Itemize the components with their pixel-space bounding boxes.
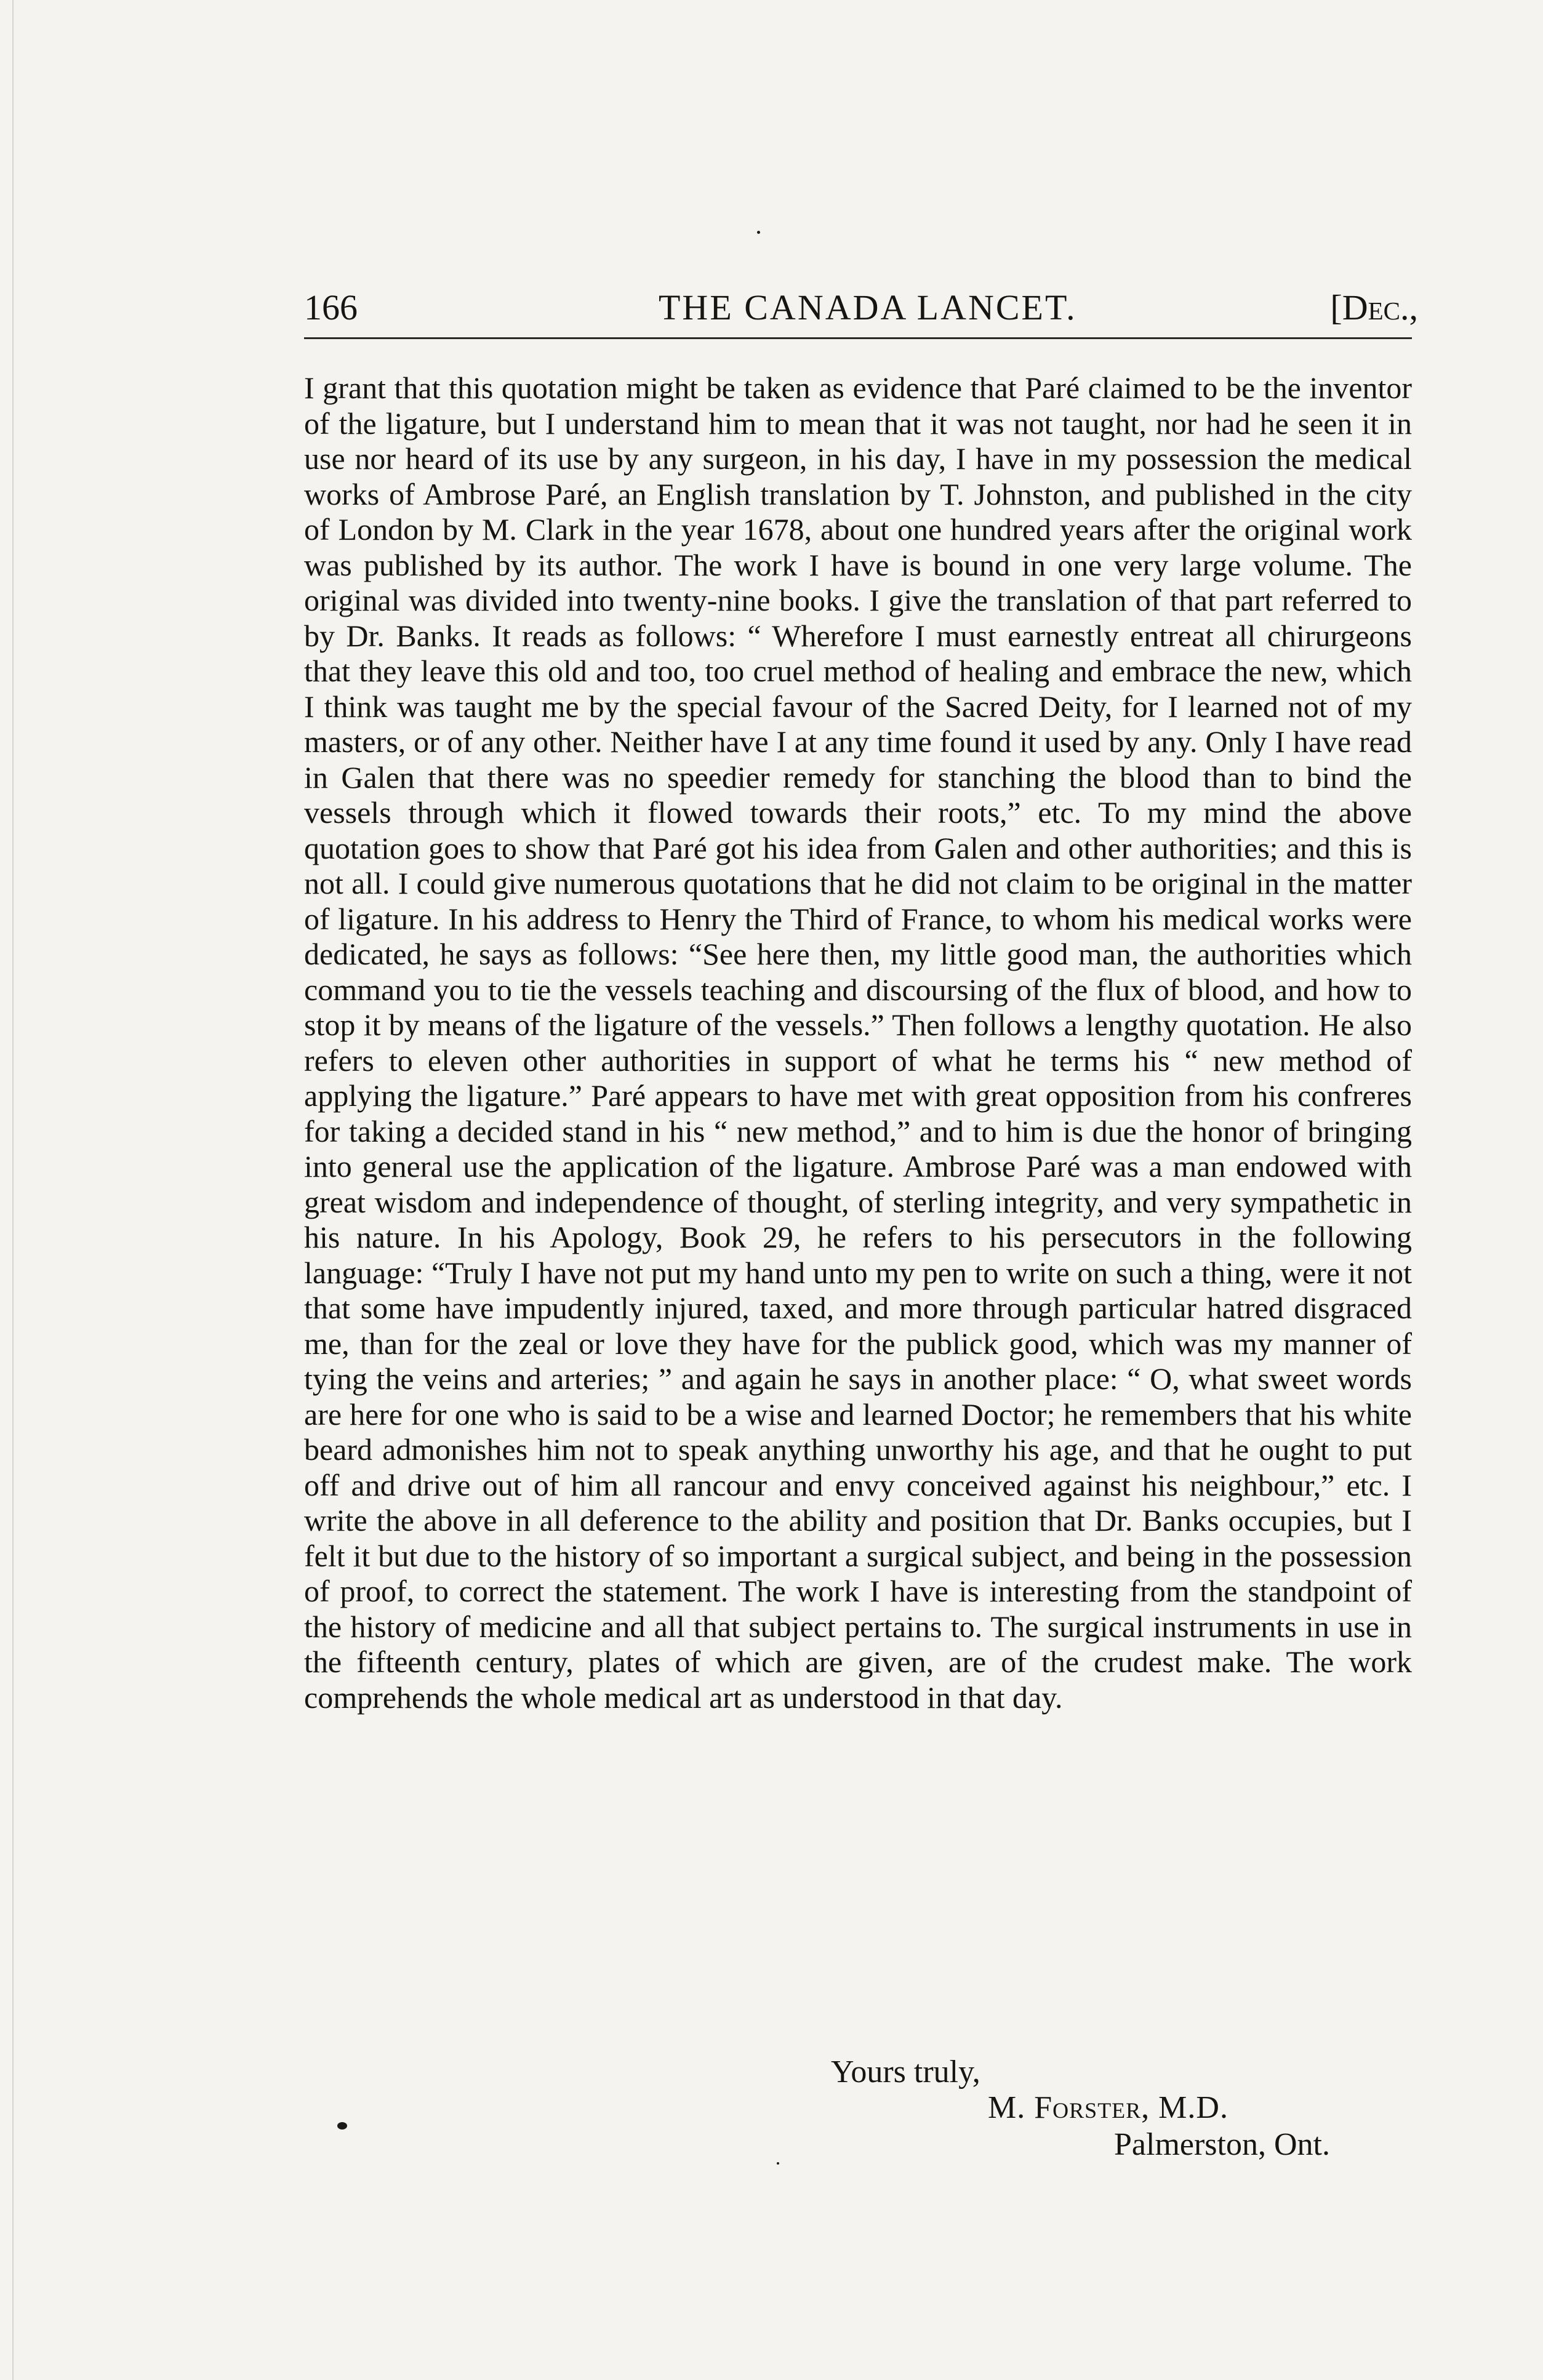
letter-place: Palmerston, Ont.	[1114, 2127, 1330, 2162]
page-edge-shadow	[12, 0, 14, 2380]
ink-speck	[337, 2122, 347, 2130]
page-number: 166	[304, 287, 358, 327]
ink-speck	[757, 231, 760, 234]
letter-body: I grant that this quotation might be taken as evidence that Paré claimed to be the inventor of the ligature, but I understand him to mean that it was not taught, nor had he seen it in use nor heard of its use by any surgeon, in his day, I have in my possession the medical works of Ambrose Paré, an English translation by T. Johnston, and published in the city of London by M. Clark in the year 1678, about one hundred years after the original work was published by its author. The work I have is bound in one very large volume. The original was divided into twenty-nine books. I give the translation of that part referred to by Dr. Banks. It reads as follows: “ Wherefore I must earnestly entreat all chirurgeons that they leave this old and too, too cruel method of healing and embrace the new, which I think was taught me by the special favour of the Sacred Deity, for I learned not of my masters, or of any other. Neither have I at any time found it used by any. Only I have read in Galen that there was no speedier remedy for stanching the blood than to bind the vessels through which it flowed towards their roots,” etc. To my mind the above quotation goes to show that Paré got his idea from Galen and other authorities; and this is not all. I could give numerous quotations that he did not claim to be original in the matter of ligature. In his address to Henry the Third of France, to whom his medical works were dedicated, he says as follows: “See here then, my little good man, the authorities which command you to tie the vessels teaching and discoursing of the flux of blood, and how to stop it by means of the ligature of the vessels.” Then follows a lengthy quotation. He also refers to eleven other authorities in support of what he terms his “ new method of applying the ligature.” Paré appears to have met with great opposition from his confreres for taking a decided stand in his “ new method,” and to him is due the honor of bringing into general use the application of the ligature. Ambrose Paré was a man endowed with great wisdom and independence of thought, of sterling integrity, and very sympathetic in his nature. In his Apology, Book 29, he refers to his persecutors in the following language: “Truly I have not put my hand unto my pen to write on such a thing, were it not that some have impudently injured, taxed, and more through particular hatred disgraced me, than for the zeal or love they have for the publick good, which was my manner of tying the veins and arteries; ” and again he says in another place: “ O, what sweet words are here for one who is said to be a wise and learned Doctor; he remembers that his white beard admonishes him not to speak anything unworthy his age, and that he ought to put off and drive out of him all rancour and envy conceived against his neighbour,” etc. I write the above in all deference to the ability and position that Dr. Banks occupies, but I felt it but due to the history of so important a surgical subject, and being in the possession of proof, to correct the statement. The work I have is interesting from the standpoint of the history of medicine and all that subject pertains to. The surgical instruments in use in the fifteenth century, plates of which are given, are of the crudest make. The work comprehends the whole medical art as understood in that day.	[304, 371, 1412, 1715]
issue-month: [Dec.,	[1330, 287, 1418, 327]
ink-speck	[777, 2162, 779, 2165]
journal-title: THE CANADA LANCET.	[659, 287, 1077, 327]
letter-signature: M. Forster, M.D.	[988, 2090, 1228, 2125]
header-rule	[304, 337, 1412, 339]
letter-closing: Yours truly,	[831, 2054, 980, 2090]
running-head	[304, 286, 1418, 329]
